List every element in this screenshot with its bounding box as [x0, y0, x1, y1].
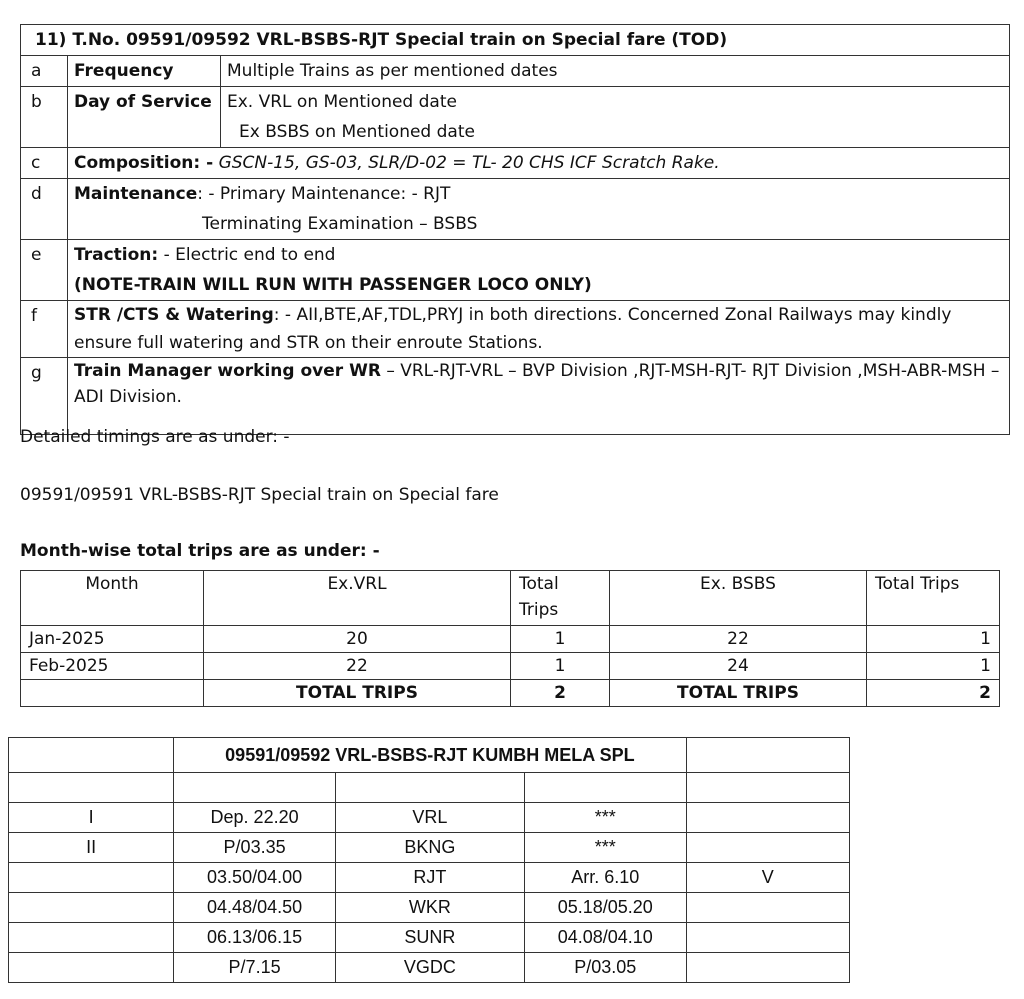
train-line-text: 09591/09591 VRL-BSBS-RJT Special train on Special fare [20, 485, 499, 505]
timing-row [9, 893, 850, 923]
row-note: (NOTE-TRAIN WILL RUN WITH PASSENGER LOCO ONLY) [74, 275, 592, 295]
cell-col3: RJT [335, 863, 524, 893]
row-label: Train Manager working over WR [74, 361, 381, 381]
info-row-frequency [21, 56, 1010, 87]
cell-col1: I [9, 803, 174, 833]
cell-col3: BKNG [335, 833, 524, 863]
cell-col2: 06.13/06.15 [174, 923, 336, 953]
row-value: GSCN-15, GS-03, SLR/D-02 = TL- 20 CHS ICF Scratch Rake. [218, 153, 720, 173]
row-label: Frequency [68, 56, 221, 87]
cell-col1 [9, 863, 174, 893]
info-row-traction [21, 240, 1010, 301]
timing-row [9, 923, 850, 953]
header-total-trips-vrl: Total Trips [511, 571, 610, 626]
detailed-timings-text: Detailed timings are as under: - [20, 427, 290, 447]
timing-row [9, 833, 850, 863]
cell-ex-vrl: 22 [204, 653, 511, 680]
header-month: Month [21, 571, 204, 626]
cell-col4 [524, 773, 686, 803]
row-key: c [21, 148, 68, 179]
value-line-2: Terminating Examination – BSBS [202, 214, 478, 234]
cell-col2: P/03.35 [174, 833, 336, 863]
cell-col5 [686, 833, 849, 863]
cell-ex-bsbs: 24 [610, 653, 867, 680]
timing-row [9, 803, 850, 833]
cell-col4: 04.08/04.10 [524, 923, 686, 953]
cell-col2: 04.48/04.50 [174, 893, 336, 923]
timing-table [8, 737, 850, 983]
cell-month: Feb-2025 [21, 653, 204, 680]
value-line-2: Ex BSBS on Mentioned date [239, 122, 475, 142]
header-ex-vrl: Ex.VRL [204, 571, 511, 626]
row-value [221, 87, 1010, 148]
row-label: Maintenance [74, 184, 198, 204]
value-line-1: Ex. VRL on Mentioned date [227, 92, 457, 112]
info-row-day-of-service [21, 87, 1010, 148]
row-key: f [21, 301, 68, 358]
row-key: d [21, 179, 68, 240]
cell-col3: VRL [335, 803, 524, 833]
cell-col5: V [686, 863, 849, 893]
monthwise-heading: Month-wise total trips are as under: - [20, 541, 380, 561]
row-value: : - AII,BTE,AF,TDL,PRYJ in both directions. Concerned Zonal Railways may kindly ensure full watering and STR on their enroute Stations. [74, 305, 952, 353]
cell-col4: Arr. 6.10 [524, 863, 686, 893]
cell-col5 [686, 953, 849, 983]
row-content [68, 240, 1010, 301]
trips-header-row [21, 571, 1000, 626]
cell-col4: P/03.05 [524, 953, 686, 983]
row-key: e [21, 240, 68, 301]
cell-total-bsbs: 1 [867, 626, 1000, 653]
row-label: Traction: [74, 245, 159, 265]
cell-col3: WKR [335, 893, 524, 923]
cell-ex-bsbs: 22 [610, 626, 867, 653]
row-key: g [21, 358, 68, 435]
cell-col1 [9, 923, 174, 953]
cell-col1 [9, 893, 174, 923]
row-value: - Electric end to end [158, 245, 336, 265]
row-label: Day of Service [68, 87, 221, 148]
info-row-train-manager [21, 358, 1010, 435]
cell-total-value-bsbs: 2 [867, 680, 1000, 707]
cell-col2: P/7.15 [174, 953, 336, 983]
cell-col5 [686, 773, 849, 803]
cell-total-label-bsbs: TOTAL TRIPS [610, 680, 867, 707]
cell-blank [21, 680, 204, 707]
info-title-row [21, 25, 1010, 56]
row-content [68, 179, 1010, 240]
header-ex-bsbs: Ex. BSBS [610, 571, 867, 626]
cell-col4: *** [524, 803, 686, 833]
cell-col5 [686, 893, 849, 923]
info-row-composition [21, 148, 1010, 179]
cell-col5 [686, 923, 849, 953]
timing-row [9, 773, 850, 803]
cell-col2 [174, 773, 336, 803]
cell-total-label-vrl: TOTAL TRIPS [204, 680, 511, 707]
monthwise-trips-table [20, 570, 1000, 707]
info-title: 11) T.No. 09591/09592 VRL-BSBS-RJT Special train on Special fare (TOD) [21, 25, 1010, 56]
row-label: Composition: - [74, 153, 214, 173]
cell-col1 [9, 953, 174, 983]
row-key: a [21, 56, 68, 87]
cell-col4: *** [524, 833, 686, 863]
cell-col1: II [9, 833, 174, 863]
cell-total-vrl: 1 [511, 653, 610, 680]
cell-month: Jan-2025 [21, 626, 204, 653]
row-content [68, 358, 1010, 435]
timing-row [9, 863, 850, 893]
value-line-1: : - Primary Maintenance: - RJT [197, 184, 451, 204]
cell-col3 [335, 773, 524, 803]
trips-row [21, 626, 1000, 653]
row-value: – VRL-RJT-VRL – BVP Division ,RJT-MSH-RJT- RJT Division ,MSH-ABR-MSH – ADI Division. [74, 361, 1000, 407]
cell-col5 [686, 803, 849, 833]
cell-col2: Dep. 22.20 [174, 803, 336, 833]
cell-total-vrl: 1 [511, 626, 610, 653]
row-key: b [21, 87, 68, 148]
cell-blank [9, 738, 174, 773]
cell-col3: VGDC [335, 953, 524, 983]
cell-col2: 03.50/04.00 [174, 863, 336, 893]
header-total-trips-bsbs: Total Trips [867, 571, 1000, 626]
train-info-table [20, 24, 1010, 435]
cell-total-value-vrl: 2 [511, 680, 610, 707]
info-row-watering [21, 301, 1010, 358]
cell-col4: 05.18/05.20 [524, 893, 686, 923]
cell-ex-vrl: 20 [204, 626, 511, 653]
cell-blank [686, 738, 849, 773]
row-content [68, 148, 1010, 179]
trips-row [21, 653, 1000, 680]
timing-title-row [9, 738, 850, 773]
row-content [68, 301, 1010, 358]
timing-title: 09591/09592 VRL-BSBS-RJT KUMBH MELA SPL [174, 738, 686, 773]
trips-total-row [21, 680, 1000, 707]
timing-row [9, 953, 850, 983]
info-row-maintenance [21, 179, 1010, 240]
row-label: STR /CTS & Watering [74, 305, 274, 325]
row-value: Multiple Trains as per mentioned dates [221, 56, 1010, 87]
cell-total-bsbs: 1 [867, 653, 1000, 680]
cell-col1 [9, 773, 174, 803]
cell-col3: SUNR [335, 923, 524, 953]
